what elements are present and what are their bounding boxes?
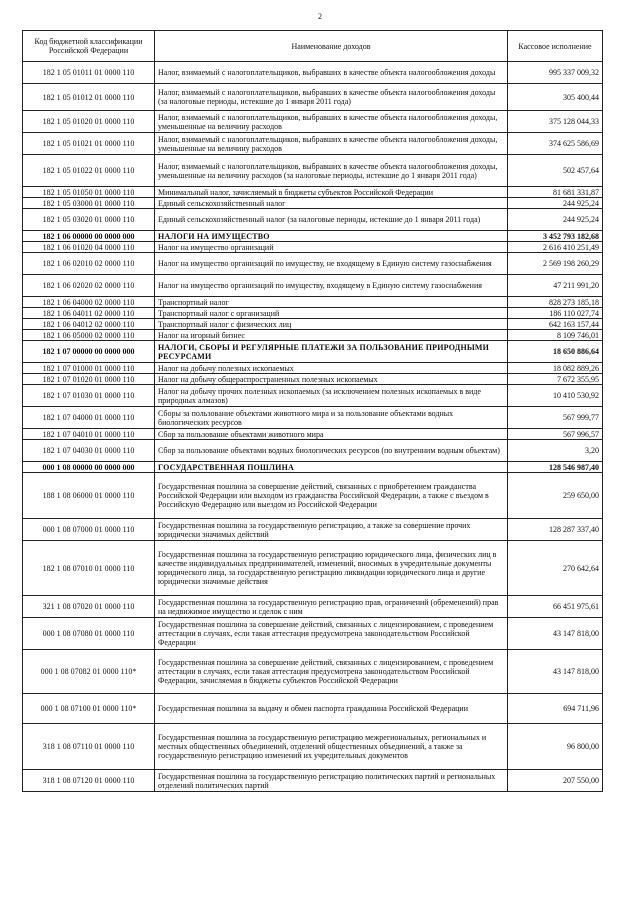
code-cell: 182 1 05 01011 01 0000 110 <box>23 62 155 84</box>
amount-cell: 81 681 331,87 <box>508 187 603 198</box>
table-row <box>23 385 603 407</box>
name-cell: Налог на имущество организаций <box>155 242 508 253</box>
page-number: 2 <box>318 12 322 21</box>
table-row <box>23 341 603 363</box>
code-cell: 182 1 06 05000 02 0000 110 <box>23 330 155 341</box>
table-row <box>23 231 603 242</box>
table-row <box>23 319 603 330</box>
table-row <box>23 242 603 253</box>
table-header-row <box>23 31 603 62</box>
table-row <box>23 770 603 792</box>
code-cell: 182 1 05 03020 01 0000 110 <box>23 209 155 231</box>
name-cell: Налог на имущество организаций по имуществу, не входящему в Единую систему газоснабжения <box>155 253 508 275</box>
name-cell: Налог на игорный бизнес <box>155 330 508 341</box>
name-cell: Государственная пошлина за совершение действий, связанных с лицензированием, с проведением аттестации в случаях, если такая аттестация предусмотрена законодательством Российской Федерации <box>155 618 508 650</box>
name-cell: Налог, взимаемый с налогоплательщиков, выбравших в качестве объекта налогообложения доходы, уменьшенные на величину расходов (за налоговые периоды, истекшие до 1 января 2011 года) <box>155 155 508 187</box>
code-cell: 182 1 07 04010 01 0000 110 <box>23 429 155 440</box>
amount-cell: 128 287 337,40 <box>508 519 603 541</box>
code-cell: 182 1 06 04012 02 0000 110 <box>23 319 155 330</box>
code-cell: 182 1 05 03000 01 0000 110 <box>23 198 155 209</box>
table-row <box>23 155 603 187</box>
amount-cell: 259 650,00 <box>508 473 603 519</box>
amount-cell: 128 546 987,40 <box>508 462 603 473</box>
table-row <box>23 596 603 618</box>
table-row <box>23 374 603 385</box>
name-cell: Государственная пошлина за выдачу и обмен паспорта гражданина Российской Федерации <box>155 694 508 724</box>
amount-cell: 642 163 157,44 <box>508 319 603 330</box>
amount-cell: 18 082 889,26 <box>508 363 603 374</box>
name-cell: Сбор за пользование объектами водных биологических ресурсов (по внутренним водным объектам) <box>155 440 508 462</box>
table-row <box>23 133 603 155</box>
code-cell: 188 1 08 06000 01 0000 110 <box>23 473 155 519</box>
code-cell: 182 1 05 01021 01 0000 110 <box>23 133 155 155</box>
table-row <box>23 462 603 473</box>
code-cell: 000 1 08 07000 01 0000 110 <box>23 519 155 541</box>
amount-cell: 567 996,57 <box>508 429 603 440</box>
code-cell: 182 1 06 02010 02 0000 110 <box>23 253 155 275</box>
table-row <box>23 187 603 198</box>
code-cell: 182 1 07 04030 01 0000 110 <box>23 440 155 462</box>
table-row <box>23 330 603 341</box>
amount-cell: 3 452 793 182,68 <box>508 231 603 242</box>
code-cell: 182 1 06 00000 00 0000 000 <box>23 231 155 242</box>
code-cell: 000 1 08 07080 01 0000 110 <box>23 618 155 650</box>
amount-cell: 244 925,24 <box>508 198 603 209</box>
amount-cell: 186 110 027,74 <box>508 308 603 319</box>
name-cell: Государственная пошлина за совершение действий, связанных с лицензированием, с проведением аттестации в случаях, если такая аттестация предусмотрена законодательством Российской Федерации, зачисляемая в бюджеты субъектов Российской Федерации <box>155 650 508 694</box>
table-row <box>23 111 603 133</box>
amount-cell: 567 999,77 <box>508 407 603 429</box>
table-row <box>23 84 603 111</box>
code-cell: 000 1 08 07082 01 0000 110* <box>23 650 155 694</box>
table-row <box>23 519 603 541</box>
name-cell: НАЛОГИ, СБОРЫ И РЕГУЛЯРНЫЕ ПЛАТЕЖИ ЗА ПОЛЬЗОВАНИЕ ПРИРОДНЫМИ РЕСУРСАМИ <box>155 341 508 363</box>
code-cell: 182 1 07 04000 01 0000 110 <box>23 407 155 429</box>
amount-cell: 502 457,64 <box>508 155 603 187</box>
amount-cell: 18 650 886,64 <box>508 341 603 363</box>
amount-cell: 3,20 <box>508 440 603 462</box>
name-cell: Налог, взимаемый с налогоплательщиков, выбравших в качестве объекта налогообложения доходы, уменьшенные на величину расходов <box>155 133 508 155</box>
amount-cell: 43 147 818,00 <box>508 650 603 694</box>
amount-cell: 47 211 991,20 <box>508 275 603 297</box>
header-amount: Кассовое исполнение <box>508 31 603 62</box>
name-cell: Государственная пошлина за государственную регистрацию прав, ограничений (обременений) прав на недвижимое имущество и сделок с ним <box>155 596 508 618</box>
code-cell: 182 1 05 01050 01 0000 110 <box>23 187 155 198</box>
name-cell: Транспортный налог с физических лиц <box>155 319 508 330</box>
table-row <box>23 473 603 519</box>
table-row <box>23 275 603 297</box>
code-cell: 182 1 06 04011 02 0000 110 <box>23 308 155 319</box>
amount-cell: 374 625 586,69 <box>508 133 603 155</box>
amount-cell: 8 109 746,01 <box>508 330 603 341</box>
table-row <box>23 407 603 429</box>
name-cell: ГОСУДАРСТВЕННАЯ ПОШЛИНА <box>155 462 508 473</box>
code-cell: 182 1 05 01022 01 0000 110 <box>23 155 155 187</box>
table-row <box>23 198 603 209</box>
table-row <box>23 541 603 596</box>
amount-cell: 7 672 355,95 <box>508 374 603 385</box>
name-cell: Единый сельскохозяйственный налог <box>155 198 508 209</box>
table-row <box>23 209 603 231</box>
code-cell: 182 1 07 01030 01 0000 110 <box>23 385 155 407</box>
code-cell: 182 1 07 01000 01 0000 110 <box>23 363 155 374</box>
code-cell: 182 1 06 04000 02 0000 110 <box>23 297 155 308</box>
code-cell: 182 1 06 02020 02 0000 110 <box>23 275 155 297</box>
table-row <box>23 618 603 650</box>
name-cell: Налог, взимаемый с налогоплательщиков, выбравших в качестве объекта налогообложения доходы (за налоговые периоды, истекшие до 1 января 2011 года) <box>155 84 508 111</box>
code-cell: 182 1 08 07010 01 0000 110 <box>23 541 155 596</box>
amount-cell: 375 128 044,33 <box>508 111 603 133</box>
header-name: Наименование доходов <box>155 31 508 62</box>
amount-cell: 995 337 009,32 <box>508 62 603 84</box>
name-cell: Налог, взимаемый с налогоплательщиков, выбравших в качестве объекта налогообложения доходы, уменьшенные на величину расходов <box>155 111 508 133</box>
name-cell: Минимальный налог, зачисляемый в бюджеты субъектов Российской Федерации <box>155 187 508 198</box>
amount-cell: 305 400,44 <box>508 84 603 111</box>
table-row <box>23 308 603 319</box>
name-cell: Налог на добычу общераспространенных полезных ископаемых <box>155 374 508 385</box>
name-cell: НАЛОГИ НА ИМУЩЕСТВО <box>155 231 508 242</box>
amount-cell: 43 147 818,00 <box>508 618 603 650</box>
amount-cell: 66 451 975,61 <box>508 596 603 618</box>
name-cell: Транспортный налог с организаций <box>155 308 508 319</box>
table-row <box>23 253 603 275</box>
name-cell: Сбор за пользование объектами животного мира <box>155 429 508 440</box>
name-cell: Государственная пошлина за государственную регистрацию межрегиональных, региональных и местных общественных объединений, отделений общественных объединений, а также за государственную регистрацию изменений их учредительных документов <box>155 724 508 770</box>
code-cell: 000 1 08 00000 00 0000 000 <box>23 462 155 473</box>
code-cell: 182 1 05 01020 01 0000 110 <box>23 111 155 133</box>
table-row <box>23 650 603 694</box>
name-cell: Государственная пошлина за государственную регистрацию политических партий и региональных отделений политических партий <box>155 770 508 792</box>
amount-cell: 2 569 198 260,29 <box>508 253 603 275</box>
table-row <box>23 363 603 374</box>
code-cell: 000 1 08 07100 01 0000 110* <box>23 694 155 724</box>
code-cell: 182 1 06 01020 04 0000 110 <box>23 242 155 253</box>
amount-cell: 2 616 410 251,49 <box>508 242 603 253</box>
code-cell: 321 1 08 07020 01 0000 110 <box>23 596 155 618</box>
table-row <box>23 440 603 462</box>
amount-cell: 694 711,96 <box>508 694 603 724</box>
code-cell: 182 1 05 01012 01 0000 110 <box>23 84 155 111</box>
name-cell: Единый сельскохозяйственный налог (за налоговые периоды, истекшие до 1 января 2011 года) <box>155 209 508 231</box>
header-code: Код бюджетной классификации Российской Федерации <box>23 31 155 62</box>
code-cell: 182 1 07 01020 01 0000 110 <box>23 374 155 385</box>
amount-cell: 10 410 530,92 <box>508 385 603 407</box>
name-cell: Государственная пошлина за совершение действий, связанных с приобретением гражданства Российской Федерации или выходом из гражданства Российской Федерации, а также с въездом в Российскую Федерацию или выездом из Российской Федерации <box>155 473 508 519</box>
table-row <box>23 724 603 770</box>
revenue-table <box>22 30 603 792</box>
name-cell: Государственная пошлина за государственную регистрацию, а также за совершение прочих юридически значимых действий <box>155 519 508 541</box>
amount-cell: 270 642,64 <box>508 541 603 596</box>
table-row <box>23 694 603 724</box>
amount-cell: 244 925,24 <box>508 209 603 231</box>
amount-cell: 828 273 185,18 <box>508 297 603 308</box>
code-cell: 182 1 07 00000 00 0000 000 <box>23 341 155 363</box>
table-row <box>23 297 603 308</box>
name-cell: Налог на добычу прочих полезных ископаемых (за исключением полезных ископаемых в виде природных алмазов) <box>155 385 508 407</box>
name-cell: Налог на имущество организаций по имуществу, входящему в Единую систему газоснабжения <box>155 275 508 297</box>
code-cell: 318 1 08 07120 01 0000 110 <box>23 770 155 792</box>
name-cell: Налог, взимаемый с налогоплательщиков, выбравших в качестве объекта налогообложения доходы <box>155 62 508 84</box>
name-cell: Сборы за пользование объектами животного мира и за пользование объектами водных биологических ресурсов <box>155 407 508 429</box>
code-cell: 318 1 08 07110 01 0000 110 <box>23 724 155 770</box>
name-cell: Транспортный налог <box>155 297 508 308</box>
table-row <box>23 429 603 440</box>
amount-cell: 96 800,00 <box>508 724 603 770</box>
name-cell: Государственная пошлина за государственную регистрацию юридического лица, физических лиц в качестве индивидуальных предпринимателей, изменений, вносимых в учредительные документы юридического лица, за государственную регистрацию ликвидации юридического лица и другие юридически значимые действия <box>155 541 508 596</box>
table-row <box>23 62 603 84</box>
amount-cell: 207 550,00 <box>508 770 603 792</box>
name-cell: Налог на добычу полезных ископаемых <box>155 363 508 374</box>
